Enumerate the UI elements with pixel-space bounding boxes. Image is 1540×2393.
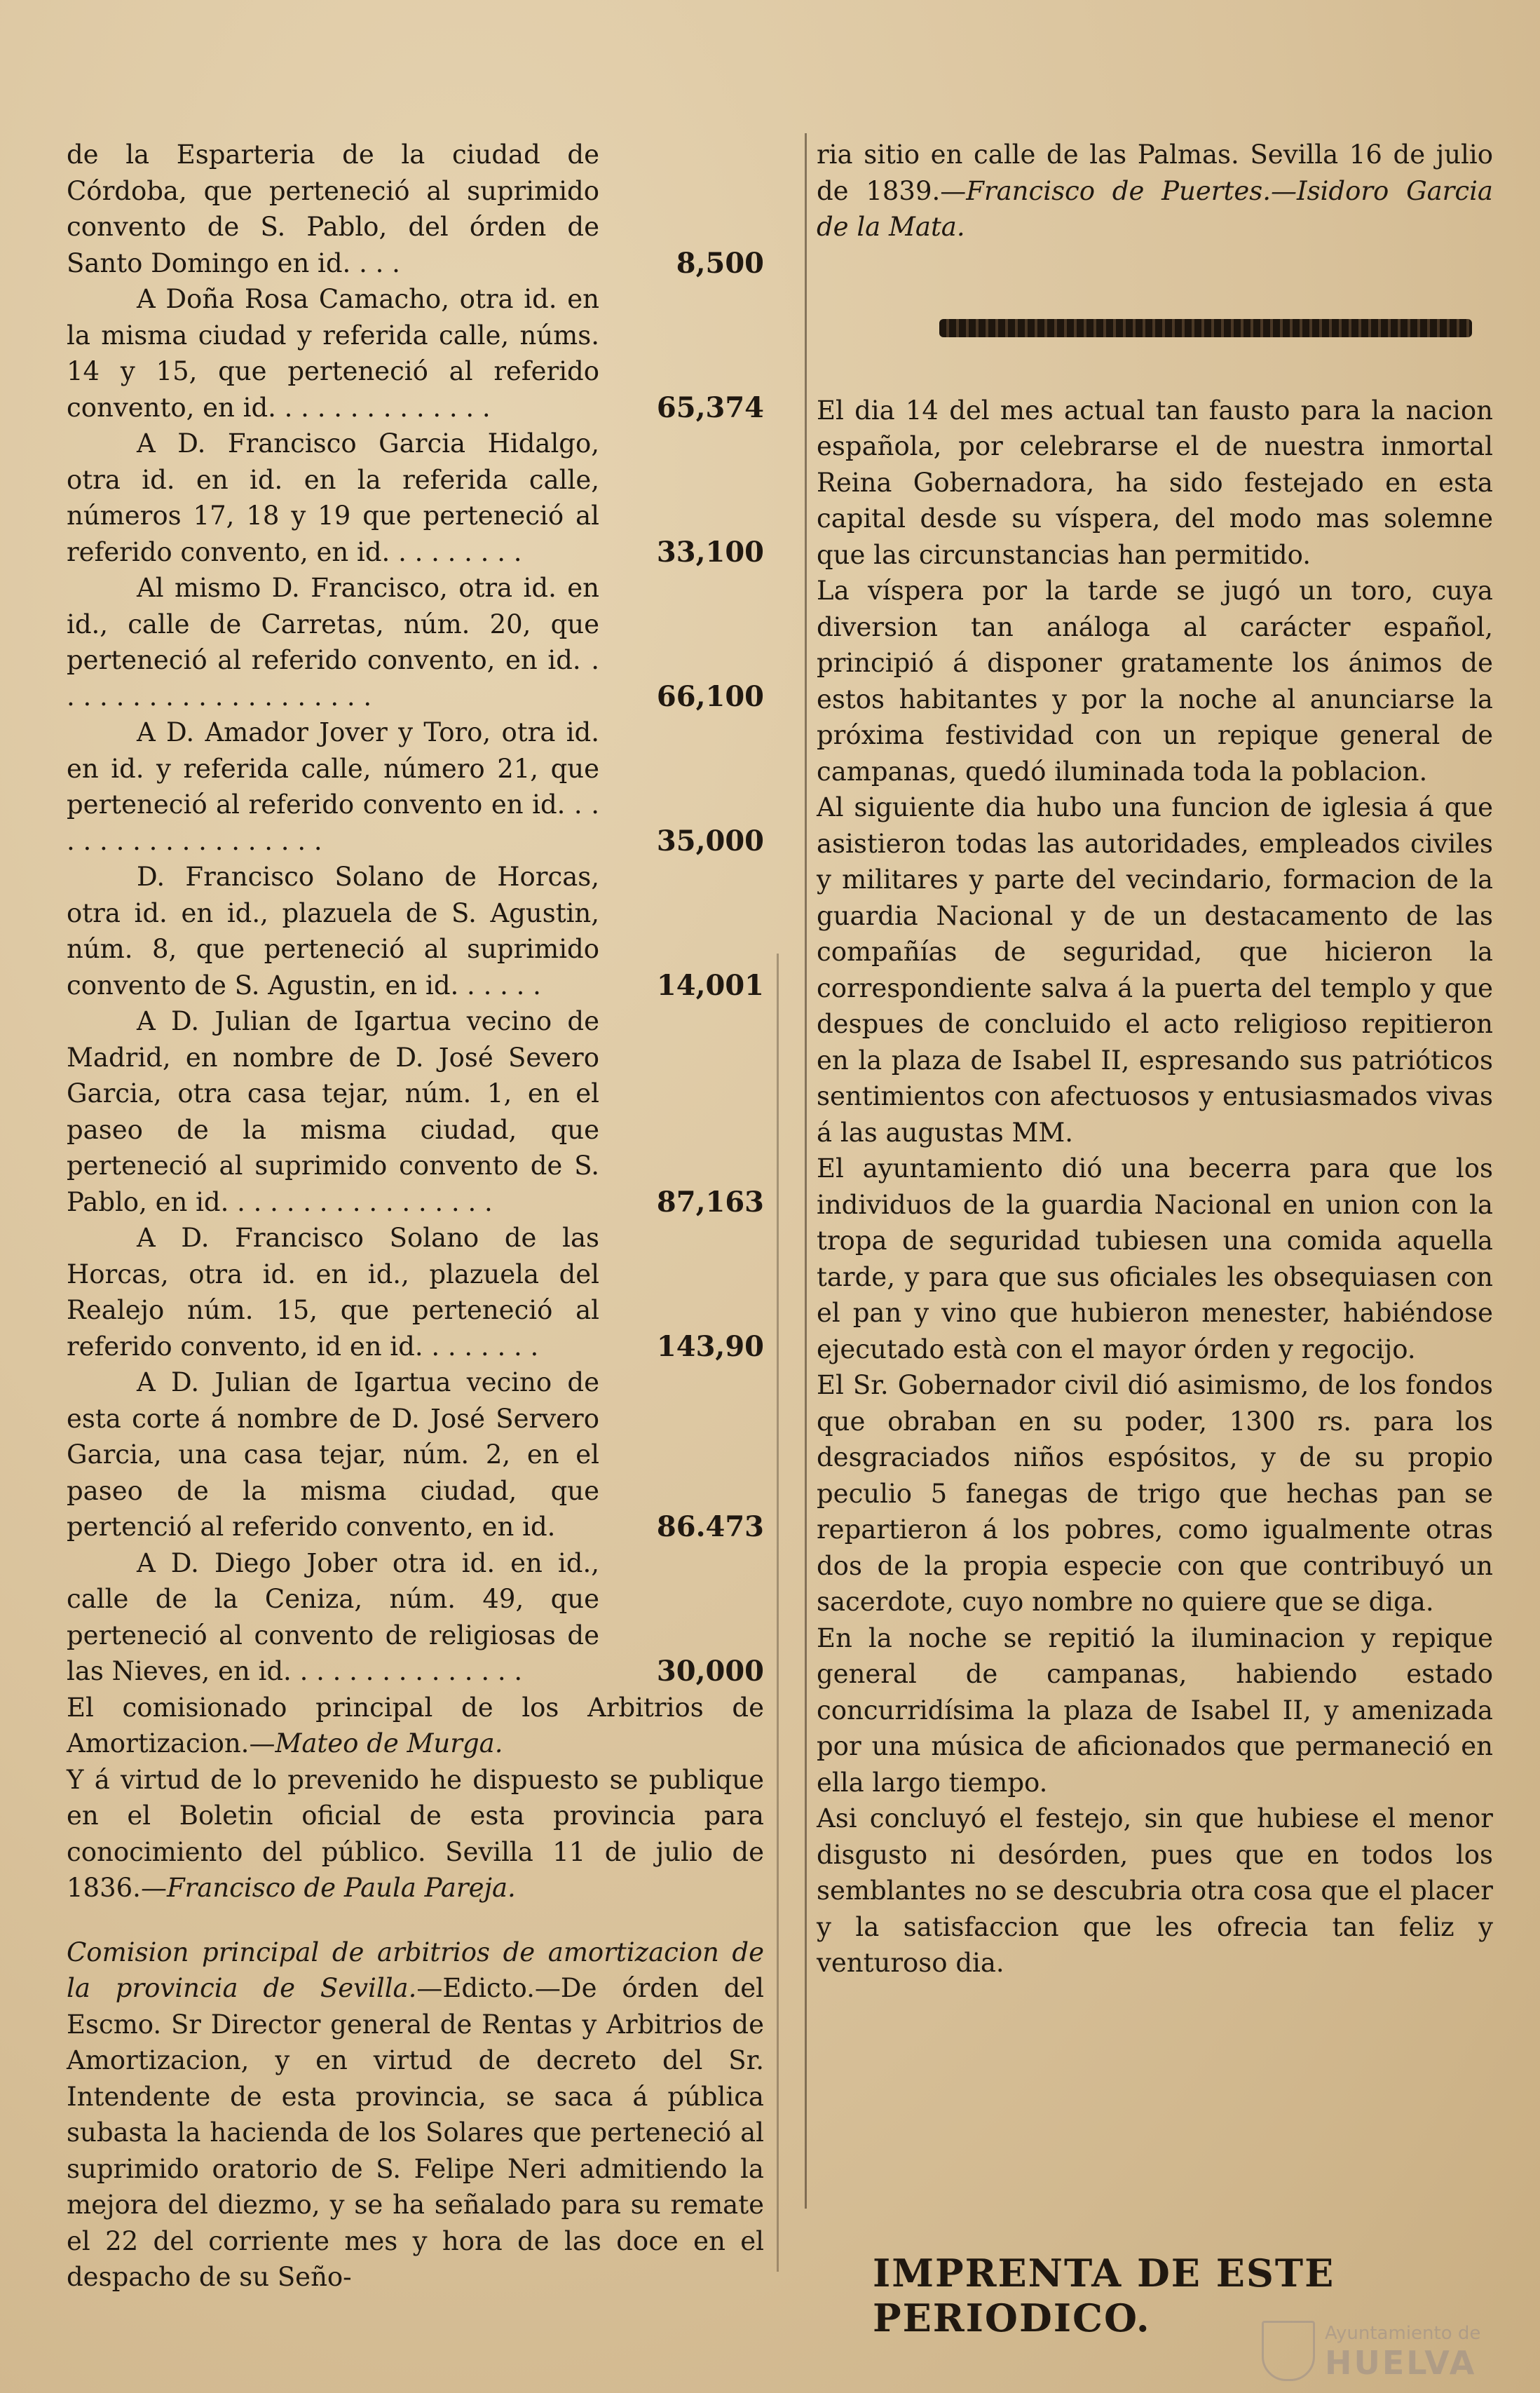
auction-entry xyxy=(67,281,764,426)
festivity-report xyxy=(817,393,1493,1981)
archive-watermark xyxy=(1262,2317,1514,2380)
imprint-line: IMPRENTA DE ESTE PERIODICO. xyxy=(873,2251,1335,2340)
entry-text: de la Esparteria de la ciudad de Córdoba, que perteneció al suprimido convento de S. Pablo, del órden de Santo Domingo en id. . . . xyxy=(67,140,599,278)
entry-text: A D. Diego Jober otra id. en id., calle de la Ceniza, núm. 49, que perteneció al convento de religiosas de las Nieves, en id. . . . . . . . . . . . . . . xyxy=(67,1547,599,1686)
entry-amount: 14,001 xyxy=(656,968,764,1002)
coat-of-arms-icon xyxy=(1262,2321,1315,2381)
report-paragraph: El dia 14 del mes actual tan fausto para la nacion española, por celebrarse el de nuestra inmortal Reina Gobernadora, ha sido festejado en esta capital desde su víspera, del modo mas solemne que las circunstancias han permitido. xyxy=(817,395,1493,570)
entry-text: D. Francisco Solano de Horcas, otra id. en id., plazuela de S. Agustin, núm. 8, que perteneció al suprimido convento de S. Agustin, en id. . . . . . xyxy=(67,862,599,1001)
entry-text: Al mismo D. Francisco, otra id. en id., calle de Carretas, núm. 20, que perteneció al referido convento, en id. . . . . . . . . . . . . . . . . . . . . xyxy=(67,573,599,712)
entry-text: A D. Francisco Garcia Hidalgo, otra id. en id. en la referida calle, números 17, 18 y 19 que perteneció al referido convento, en id. . . . . . . . . xyxy=(67,428,599,567)
report-paragraph: La víspera por la tarde se jugó un toro, cuya diversion tan análoga al carácter español, principió á disponer gratamente los ánimos de estos habitantes y por la noche al anunciarse la próxima festividad con un repique general de campanas, quedó iluminada toda la poblacion. xyxy=(817,576,1493,787)
auction-list xyxy=(67,137,764,1690)
report-paragraph: Asi concluyó el festejo, sin que hubiese el menor disgusto ni desórden, pues que en todos los semblantes no se descubria otra cosa que el placer y la satisfaccion que les ofrecia tan feliz y venturoso dia. xyxy=(817,1803,1493,1978)
ornamental-rule xyxy=(939,319,1472,337)
entry-amount: 33,100 xyxy=(656,535,764,569)
entry-amount: 66,100 xyxy=(656,679,764,713)
auction-entry xyxy=(67,137,764,281)
entry-text: A D. Amador Jover y Toro, otra id. en id. y referida calle, número 21, que perteneció al referido convento en id. . . . . . . . . . . . . . . . . . . xyxy=(67,717,599,856)
entry-amount: 30,000 xyxy=(656,1655,764,1688)
entry-text: A D. Julian de Igartua vecino de esta corte á nombre de D. José Servero Garcia, una casa tejar, núm. 2, en el paseo de la misma ciudad, que pertenció al referido convento, en id. xyxy=(67,1367,599,1542)
continued-text: ria sitio en calle de las Palmas. Sevilla 16 de julio de 1839.—Francisco de Puertes.—Isidoro Garcia de la Mata. xyxy=(817,140,1493,242)
auction-entry xyxy=(67,1003,764,1220)
auction-entry xyxy=(67,1545,764,1690)
auction-entry xyxy=(67,1220,764,1364)
entry-text: A D. Francisco Solano de las Horcas, otra id. en id., plazuela del Realejo núm. 15, que perteneció al referido convento, id en id. . . . . . . . xyxy=(67,1223,599,1362)
right-column xyxy=(817,137,1493,1981)
left-column xyxy=(67,137,764,2296)
entry-text: A Doña Rosa Camacho, otra id. en la misma ciudad y referida calle, núms. 14 y 15, que perteneció al referido convento, en id. . . . . . . . . . . . . . xyxy=(67,284,599,423)
watermark-line1: Ayuntamiento de xyxy=(1325,2323,1481,2344)
auction-entry xyxy=(67,859,764,1003)
entry-amount: 87,163 xyxy=(656,1185,764,1219)
edict: Comision principal de arbitrios de amortizacion de la provincia de Sevilla.—Edicto.—De órden del Escmo. Sr Director general de Rentas y Arbitrios de Amortizacion, y en virtud de decreto del Sr. Intendente de esta provincia, se saca á pública subasta la hacienda de los Solares que perteneció al suprimido oratorio de S. Felipe Neri admitiendo la mejora del diezmo, y se ha señalado para su remate el 22 del corriente mes y hora de las doce en el despacho de su Seño- xyxy=(67,1937,764,2292)
publication-notice: Y á virtud de lo prevenido he dispuesto se publique en el Boletin oficial de esta provincia para conocimiento del público. Sevilla 11 de julio de 1836.—Francisco de Paula Pareja. xyxy=(67,1764,764,1903)
report-paragraph: En la noche se repitió la iluminacion y repique general de campanas, habiendo estado concurridísima la plaza de Isabel II, y amenizada por una música de aficionados que permaneció en ella largo tiempo. xyxy=(817,1622,1493,1798)
entry-amount: 65,374 xyxy=(656,391,764,424)
report-paragraph: Al siguiente dia hubo una funcion de iglesia á que asistieron todas las autoridades, empleados civiles y militares y parte del vecindario, formacion de la guardia Nacional y de un destacamento de las compañías de seguridad, que hicieron la correspondiente salva á la puerta del templo y que despues de concluido el acto religioso repitieron en la plaza de Isabel II, espresando sus patrióticos sentimientos con afectuosos y entusiasmados vivas á las augustas MM. xyxy=(817,792,1493,1148)
entry-amount: 86.473 xyxy=(656,1510,764,1543)
entry-amount: 143,90 xyxy=(656,1329,764,1363)
auction-entry xyxy=(67,714,764,859)
watermark-line2: HUELVA xyxy=(1325,2344,1477,2382)
auction-entry xyxy=(67,570,764,714)
entry-text: A D. Julian de Igartua vecino de Madrid, en nombre de D. José Severo Garcia, otra casa tejar, núm. 1, en el paseo de la misma ciudad, que perteneció al suprimido convento de S. Pablo, en id. . . . . . . . . . . . . . . . . xyxy=(67,1006,599,1217)
auction-entry xyxy=(67,1364,764,1545)
spacer xyxy=(67,1906,764,1934)
entry-amount: 8,500 xyxy=(676,246,764,280)
entry-amount: 35,000 xyxy=(656,824,764,857)
column-divider xyxy=(805,133,807,2209)
left-margin-rule xyxy=(777,954,779,2272)
auction-entry xyxy=(67,426,764,570)
report-paragraph: El ayuntamiento dió una becerra para que los individuos de la guardia Nacional en union con la tropa de seguridad tubiesen una comida aquella tarde, y para que sus oficiales les obsequiasen con el pan y vino que hubieron menester, habiéndose ejecutado està con el mayor órden y regocijo. xyxy=(817,1153,1493,1364)
commissioner-line: El comisionado principal de los Arbitrios de Amortizacion.—Mateo de Murga. xyxy=(67,1692,764,1758)
report-paragraph: El Sr. Gobernador civil dió asimismo, de los fondos que obraban en su poder, 1300 rs. para los desgraciados niños espósitos, y de su propio peculio 5 fanegas de trigo que hechas pan se repartieron á los pobres, como igualmente otras dos de la propia especie con que contribuyó un sacerdote, cuyo nombre no quiere que se diga. xyxy=(817,1370,1493,1617)
